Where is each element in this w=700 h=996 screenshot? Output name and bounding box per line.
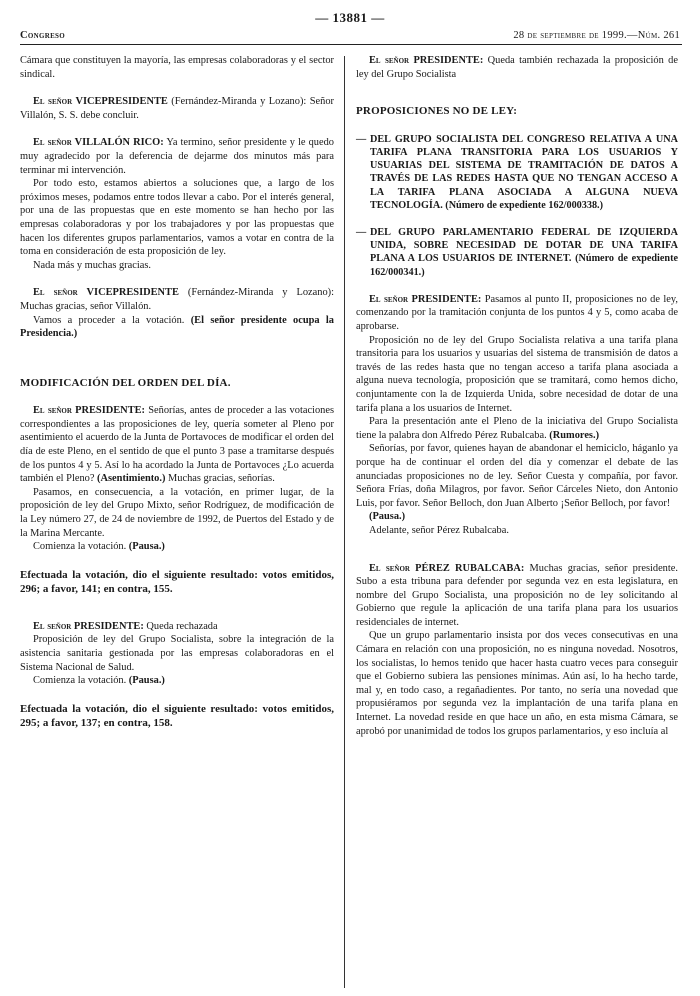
speaker-paragraph — [20, 95, 334, 122]
speaker-name: El señor VILLALÓN RICO: — [33, 137, 164, 149]
vote-result: Efectuada la votación, dio el siguiente resultado: votos emitidos, 295; a favor, 137; en contra, 158. — [20, 702, 334, 729]
speaker-name: El señor PÉREZ RUBALCABA: — [369, 562, 525, 574]
speech-text: Vamos a proceder a la votación. — [33, 314, 191, 326]
speaker-paragraph — [20, 620, 334, 634]
speaker-paragraph — [356, 562, 678, 630]
paragraph — [20, 314, 334, 341]
paragraph — [20, 540, 334, 554]
paragraph: Que un grupo parlamentario insista por dos veces consecutivas en una Cámara en relación con una proposición, no es ninguna novedad. Nosotros, los socialistas, lo hemos tenido que hacer hasta cuatro veces para conseguir que el Gobierno subiera las pensiones mínimas. Aún así, lo ha hecho tarde, mal y, en todo caso, a regañadientes. Por tanto, no sería una novedad que propusiéramos por segunda vez la implantación de una tarifa plana en Internet. La novedad reside en que hace un año, en esta misma Cámara, se aprobó por unanimidad de todos los grupos parlamentarios, y eso incluía al — [356, 630, 678, 737]
speech-text: Queda rechazada — [143, 620, 218, 632]
speaker-name: El señor VICEPRESIDENTE — [33, 96, 168, 108]
stage-direction: (El señor presidente ocupa la Presidencia.) — [20, 314, 335, 340]
section-heading: MODIFICACIÓN DEL ORDEN DEL DÍA. — [20, 376, 231, 389]
speech-text: Muchas gracias, señorías. — [165, 473, 275, 485]
speech-text: Muchas gracias, señor presidente. Subo a esta tribuna para defender por segunda vez en esta legislatura, en nombre del Grupo Socialista, una proposición no de ley solicitando al Gobierno que regule la aplicación de una tarifa plana para los usuarios residenciales de internet. — [356, 562, 678, 628]
paragraph: Proposición no de ley del Grupo Socialista relativa a una tarifa plana transitoria para los usuarios y usuarias del sistema de transmisión de datos a través de las redes hasta que no tengan acceso a tarifa plana asociada a alguna nueva tecnología, proposición que se tramitará, como hemos dicho, conjuntamente con la de Izquierda Unida, sobre necesidad de dotar de una tarifa plana a los usuarios de Internet. — [356, 334, 678, 414]
journal-name: Congreso — [20, 30, 65, 41]
header-rule — [20, 44, 682, 45]
file-number: (Número de expediente 162/000338.) — [442, 199, 603, 211]
stage-direction: (Asentimiento.) — [97, 473, 166, 485]
stage-direction: (Pausa.) — [369, 511, 406, 523]
dash-marker: — — [356, 227, 367, 238]
proposal-item — [356, 133, 678, 212]
speech-text: Comienza la votación. — [33, 541, 129, 553]
speaker-paragraph — [356, 293, 678, 334]
issue-date: 28 de septiembre de 1999.—Núm. 261 — [513, 30, 680, 41]
speech-text: Queda también rechazada la proposición de ley del Grupo Socialista — [356, 55, 678, 80]
right-column — [356, 54, 678, 738]
paragraph: Proposición de ley del Grupo Socialista, sobre la integración de la asistencia sanitaria gestionada por las empresas colaboradoras en el Sistema Nacional de Salud. — [20, 634, 334, 673]
speaker-name: El señor PRESIDENTE: — [369, 293, 482, 305]
speaker-name: El señor VICEPRESIDENTE — [33, 287, 179, 299]
section-heading: PROPOSICIONES NO DE LEY: — [356, 105, 518, 118]
speaker-paragraph — [20, 404, 334, 486]
proposal-title: DEL GRUPO PARLAMENTARIO FEDERAL DE IZQUIERDA UNIDA, SOBRE NECESIDAD DE DOTAR DE UNA TARIFA PLANA A LOS USUARIOS DE INTERNET. — [370, 227, 678, 265]
speaker-paragraph — [356, 54, 678, 81]
paragraph: Adelante, señor Pérez Rubalcaba. — [369, 524, 509, 536]
speaker-paragraph — [20, 136, 334, 177]
speaker-name: El señor PRESIDENTE: — [369, 55, 484, 66]
paragraph: Pasamos, en consecuencia, a la votación, en primer lugar, de la proposición de ley del Grupo Mixto, señor Rodríguez, de modificación de la Ley número 27, de 24 de noviembre de 1992, de Puertos del Estado y de la Marina Mercante. — [20, 486, 334, 539]
proposal-item — [356, 226, 678, 279]
speech-text: Comienza la votación. — [33, 675, 129, 687]
speech-text: Señorías, antes de proceder a las votaciones correspondientes a las proposiciones de ley, quería someter al Pleno por asentimiento el acuerdo de la Junta de Portavoces de modificar el orden del día de este Pleno, en el sentido de que el punto 3 pase a tramitarse después de los puntos 4 y 5. Así lo ha acordado la Junta de Portavoces ¿Lo acuerda también el Pleno? — [20, 405, 334, 485]
speech-text: (Fernández-Miranda y Lozano): Muchas gracias, señor Villalón. — [20, 287, 335, 312]
speaker-paragraph — [20, 286, 334, 313]
left-column — [20, 54, 334, 730]
paragraph: Señorías, por favor, quienes hayan de abandonar el hemiciclo, háganlo ya porque ha de continuar el orden del día y comenzar el debate de las anunciadas proposiciones no de ley. Señor Cuesta y compañía, por favor. Señora Frías, doña Milagros, por favor. Señor Cárceles Nieto, don Antonio Luis, por favor. Señor Belloch, don Juan Alberto ¡Señor Belloch, por favor! — [356, 443, 678, 509]
column-divider — [344, 56, 345, 988]
paragraph — [356, 415, 678, 442]
paragraph: Por todo esto, estamos abiertos a soluciones que, a largo de los próximos meses, podamos entre todos llevar a cabo. Por el interés general, por una de las propuestas que en este momento se han hecho por las empresas colaboradoras y por los trabajadores y por las propuestas que hacen los diferentes grupos parlamentarios, vamos a votar en contra de la toma en consideración de esta proposición de ley. — [20, 178, 334, 258]
stage-direction: (Rumores.) — [549, 429, 600, 441]
speech-text: (Fernández-Miranda y Lozano): Señor Villalón, S. S. debe concluir. — [20, 96, 334, 121]
stage-direction: (Pausa.) — [128, 675, 165, 687]
speaker-name: El señor PRESIDENTE: — [33, 405, 146, 417]
speech-text: Ya termino, señor presidente y le quedo muy agradecido por la deferencia de dejarme dos minutos más para terminar mi intervención. — [20, 137, 334, 176]
stage-direction: (Pausa.) — [128, 541, 165, 553]
dash-marker: — — [356, 133, 367, 145]
paragraph: Cámara que constituyen la mayoría, las empresas colaboradoras y el sector sindical. — [20, 55, 334, 80]
file-number: (Número de expediente 162/000341.) — [370, 253, 678, 278]
paragraph: Nada más y muchas gracias. — [33, 259, 152, 271]
vote-result: Efectuada la votación, dio el siguiente resultado: votos emitidos, 296; a favor, 141; en contra, 155. — [20, 568, 334, 595]
proposal-title: DEL GRUPO SOCIALISTA DEL CONGRESO RELATIVA A UNA TARIFA PLANA TRANSITORIA PARA LOS USUARIOS Y USUARIAS DEL SISTEMA DE TRAMITACIÓN DE DATOS A TRAVÉS DE LAS REDES HASTA QUE NO TENGAN ACCESO A LA TARIFA PLANA ASOCIADA A ALGUNA NUEVA TECNOLOGÍA. — [370, 133, 678, 211]
speech-text: Para la presentación ante el Pleno de la iniciativa del Grupo Socialista tiene la palabra don Alfredo Pérez Rubalcaba. — [356, 416, 678, 441]
page-number: — 13881 — — [315, 10, 385, 25]
paragraph — [20, 674, 334, 688]
speech-text: Pasamos al punto II, proposiciones no de ley, comenzando por la tramitación conjunta de los puntos 4 y 5, como acaba de aprobarse. — [356, 293, 678, 332]
speaker-name: El señor PRESIDENTE: — [33, 620, 144, 632]
